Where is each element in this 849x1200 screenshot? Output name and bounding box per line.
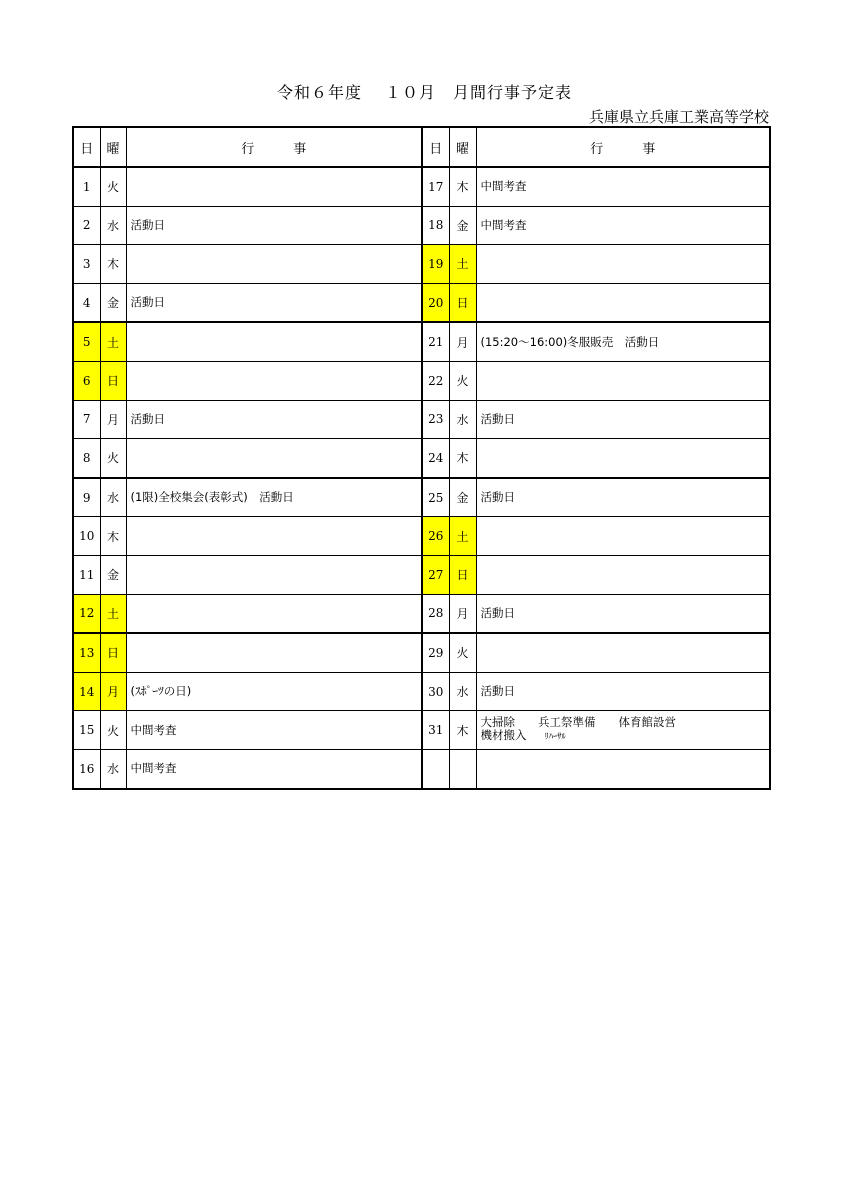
header-day: 日 bbox=[422, 127, 449, 167]
table-row bbox=[73, 478, 770, 517]
table-header-row bbox=[73, 127, 770, 167]
table-row bbox=[73, 517, 770, 556]
day-cell: 24 bbox=[422, 439, 449, 478]
table-row bbox=[73, 672, 770, 711]
weekday-cell: 水 bbox=[100, 206, 126, 245]
event-cell: 活動日 bbox=[476, 594, 770, 633]
weekday-cell: 水 bbox=[100, 478, 126, 517]
weekday-cell: 月 bbox=[449, 322, 476, 361]
event-cell: 活動日 bbox=[126, 206, 422, 245]
day-cell: 31 bbox=[422, 711, 449, 750]
event-cell bbox=[476, 283, 770, 322]
weekday-cell: 水 bbox=[100, 749, 126, 788]
event-text-line2-main: 機材搬入 bbox=[480, 728, 527, 743]
event-cell: 活動日 bbox=[476, 400, 770, 439]
event-cell bbox=[476, 633, 770, 672]
day-cell: 26 bbox=[422, 517, 449, 556]
weekday-cell: 金 bbox=[100, 555, 126, 594]
event-text: 大掃除 兵工祭準備 体育館設営 bbox=[480, 715, 676, 730]
event-cell bbox=[126, 555, 422, 594]
day-cell: 4 bbox=[73, 283, 100, 322]
day-cell bbox=[422, 749, 449, 788]
table-row bbox=[73, 245, 770, 284]
weekday-cell: 水 bbox=[449, 400, 476, 439]
day-cell: 9 bbox=[73, 478, 100, 517]
table-row bbox=[73, 633, 770, 672]
event-cell bbox=[476, 749, 770, 788]
event-cell bbox=[126, 245, 422, 284]
day-cell: 27 bbox=[422, 555, 449, 594]
table-row bbox=[73, 283, 770, 322]
day-cell: 28 bbox=[422, 594, 449, 633]
day-cell: 29 bbox=[422, 633, 449, 672]
event-text-line2 bbox=[481, 729, 770, 744]
weekday-cell: 月 bbox=[100, 400, 126, 439]
day-cell: 11 bbox=[73, 555, 100, 594]
day-cell: 19 bbox=[422, 245, 449, 284]
event-cell: 中間考査 bbox=[126, 749, 422, 788]
day-cell: 22 bbox=[422, 361, 449, 400]
day-cell: 15 bbox=[73, 711, 100, 750]
event-cell bbox=[126, 633, 422, 672]
event-cell: 中間考査 bbox=[126, 711, 422, 750]
weekday-cell: 日 bbox=[100, 633, 126, 672]
event-cell bbox=[126, 322, 422, 361]
day-cell: 30 bbox=[422, 672, 449, 711]
table-row bbox=[73, 400, 770, 439]
weekday-cell: 土 bbox=[449, 245, 476, 284]
weekday-cell: 金 bbox=[449, 206, 476, 245]
table-row bbox=[73, 439, 770, 478]
weekday-cell: 木 bbox=[449, 439, 476, 478]
monthly-schedule-table bbox=[72, 126, 771, 790]
school-name: 兵庫県立兵庫工業高等学校 bbox=[588, 108, 769, 126]
event-cell bbox=[476, 555, 770, 594]
event-cell bbox=[126, 439, 422, 478]
weekday-cell: 木 bbox=[449, 167, 476, 206]
weekday-cell: 月 bbox=[100, 672, 126, 711]
day-cell: 8 bbox=[73, 439, 100, 478]
table-row bbox=[73, 594, 770, 633]
event-cell: (ｽﾎﾟｰﾂの日) bbox=[126, 672, 422, 711]
weekday-cell: 木 bbox=[449, 711, 476, 750]
day-cell: 5 bbox=[73, 322, 100, 361]
weekday-cell: 月 bbox=[449, 594, 476, 633]
event-cell bbox=[126, 517, 422, 556]
day-cell: 13 bbox=[73, 633, 100, 672]
day-cell: 17 bbox=[422, 167, 449, 206]
event-cell: 活動日 bbox=[126, 400, 422, 439]
header-weekday: 曜 bbox=[449, 127, 476, 167]
event-cell: 活動日 bbox=[126, 283, 422, 322]
table-row bbox=[73, 206, 770, 245]
weekday-cell: 日 bbox=[100, 361, 126, 400]
weekday-cell: 土 bbox=[449, 517, 476, 556]
day-cell: 2 bbox=[73, 206, 100, 245]
event-cell bbox=[126, 594, 422, 633]
day-cell: 10 bbox=[73, 517, 100, 556]
event-cell bbox=[476, 361, 770, 400]
day-cell: 3 bbox=[73, 245, 100, 284]
day-cell: 21 bbox=[422, 322, 449, 361]
weekday-cell: 金 bbox=[449, 478, 476, 517]
weekday-cell: 火 bbox=[449, 361, 476, 400]
day-cell: 18 bbox=[422, 206, 449, 245]
event-cell: 中間考査 bbox=[476, 206, 770, 245]
header-weekday: 曜 bbox=[100, 127, 126, 167]
event-cell: 活動日 bbox=[476, 478, 770, 517]
weekday-cell: 火 bbox=[100, 711, 126, 750]
day-cell: 14 bbox=[73, 672, 100, 711]
weekday-cell: 金 bbox=[100, 283, 126, 322]
table-row bbox=[73, 711, 770, 750]
table-row bbox=[73, 167, 770, 206]
weekday-cell bbox=[449, 749, 476, 788]
table-row bbox=[73, 322, 770, 361]
table-row bbox=[73, 555, 770, 594]
day-cell: 23 bbox=[422, 400, 449, 439]
weekday-cell: 日 bbox=[449, 283, 476, 322]
header-day: 日 bbox=[73, 127, 100, 167]
day-cell: 6 bbox=[73, 361, 100, 400]
table-row bbox=[73, 749, 770, 788]
event-cell: 活動日 bbox=[476, 672, 770, 711]
day-cell: 25 bbox=[422, 478, 449, 517]
weekday-cell: 火 bbox=[100, 439, 126, 478]
day-cell: 16 bbox=[73, 749, 100, 788]
event-cell bbox=[126, 167, 422, 206]
event-cell bbox=[476, 245, 770, 284]
event-cell bbox=[476, 711, 770, 750]
event-cell bbox=[476, 439, 770, 478]
event-text-small: ﾘﾊｰｻﾙ bbox=[544, 732, 566, 743]
table-row bbox=[73, 361, 770, 400]
event-cell: (1限)全校集会(表彰式) 活動日 bbox=[126, 478, 422, 517]
weekday-cell: 火 bbox=[100, 167, 126, 206]
weekday-cell: 土 bbox=[100, 322, 126, 361]
weekday-cell: 土 bbox=[100, 594, 126, 633]
day-cell: 20 bbox=[422, 283, 449, 322]
day-cell: 1 bbox=[73, 167, 100, 206]
header-event: 行 事 bbox=[126, 127, 422, 167]
event-cell bbox=[126, 361, 422, 400]
event-cell: (15:20～16:00)冬服販売 活動日 bbox=[476, 322, 770, 361]
page-title: 令和６年度 １０月 月間行事予定表 bbox=[276, 83, 573, 102]
event-cell bbox=[476, 517, 770, 556]
weekday-cell: 木 bbox=[100, 245, 126, 284]
header-event: 行 事 bbox=[476, 127, 770, 167]
day-cell: 7 bbox=[73, 400, 100, 439]
weekday-cell: 木 bbox=[100, 517, 126, 556]
weekday-cell: 水 bbox=[449, 672, 476, 711]
event-cell: 中間考査 bbox=[476, 167, 770, 206]
weekday-cell: 火 bbox=[449, 633, 476, 672]
weekday-cell: 日 bbox=[449, 555, 476, 594]
day-cell: 12 bbox=[73, 594, 100, 633]
